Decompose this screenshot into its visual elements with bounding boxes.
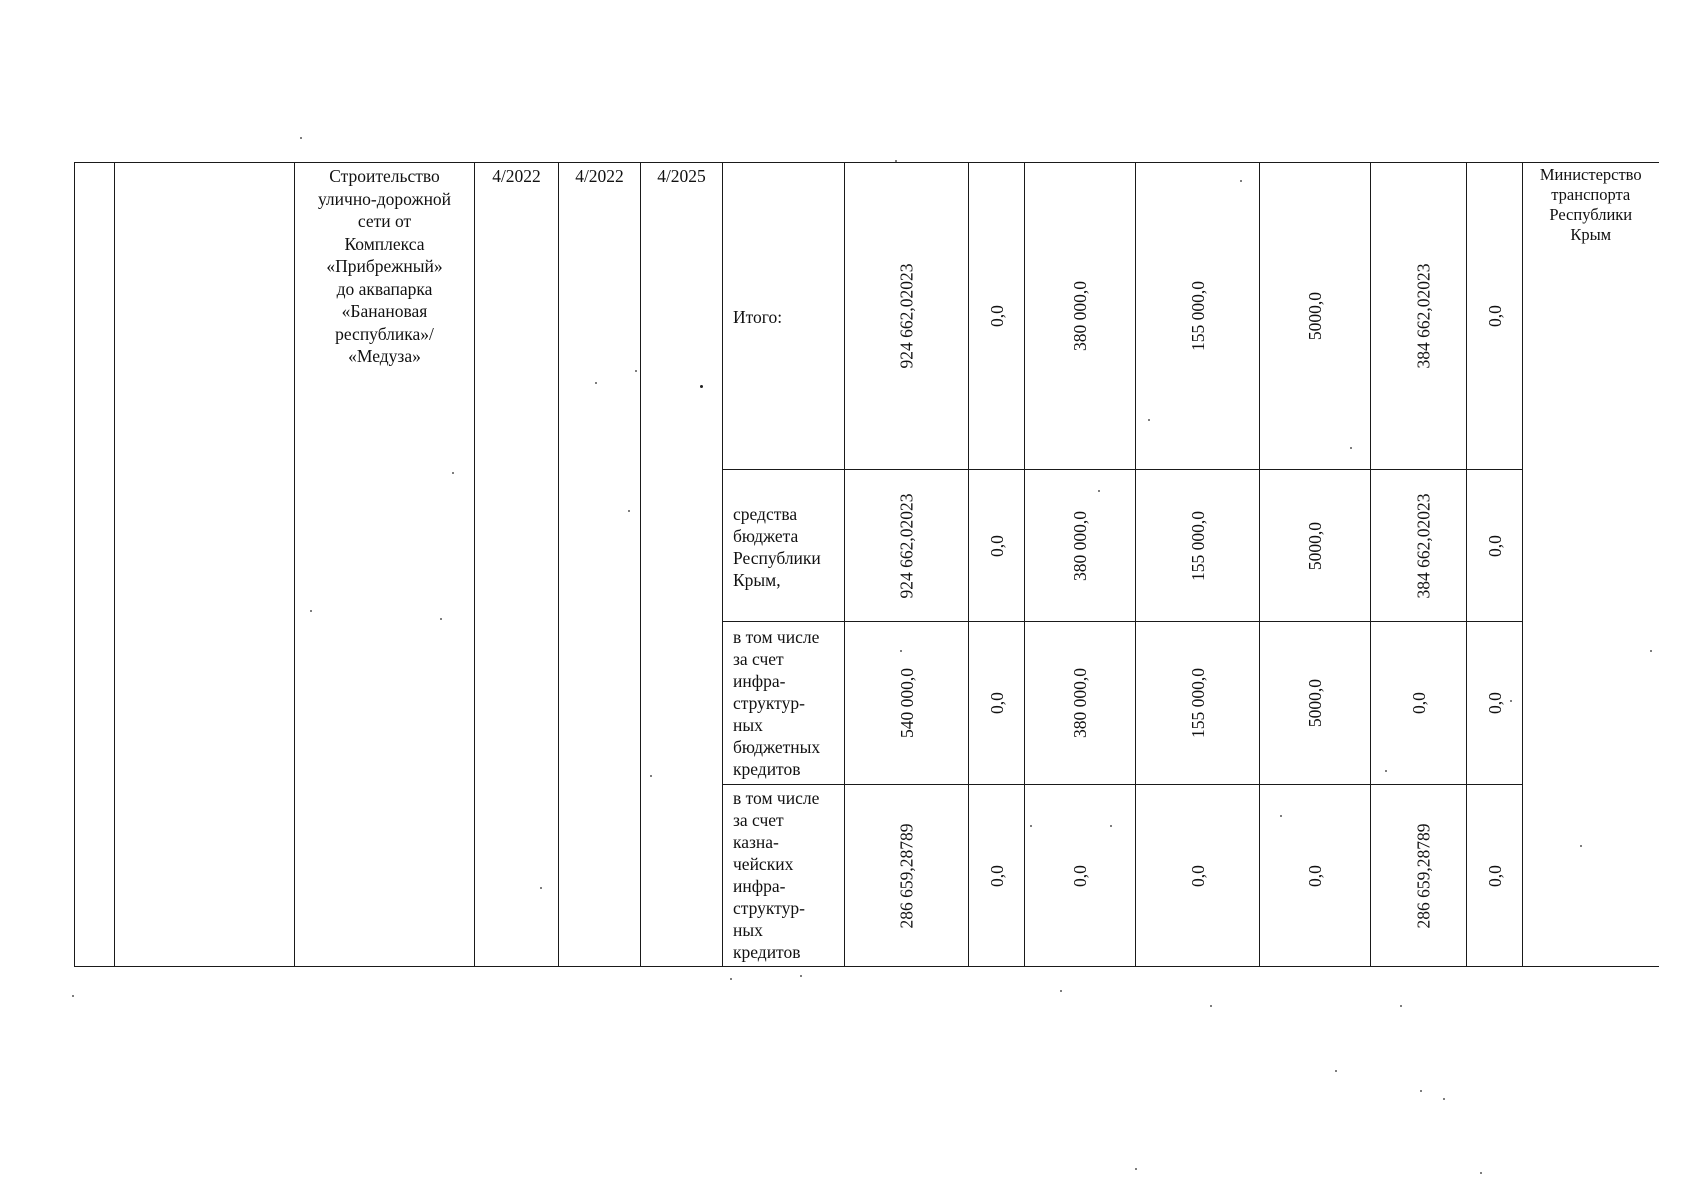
source-line: чейских [733, 854, 794, 874]
value-cell [1136, 470, 1260, 622]
value-cell [1260, 622, 1371, 785]
source-line: кредитов [733, 759, 801, 779]
scan-speck [628, 510, 630, 512]
value-cell [1371, 163, 1467, 470]
value-cell [1025, 785, 1136, 967]
source-line: в том числе [733, 627, 820, 647]
scan-speck [452, 472, 454, 474]
source-line: структур- [733, 693, 805, 713]
scan-speck [1135, 1168, 1137, 1170]
source-cell [723, 470, 845, 622]
table-row-total [75, 163, 1659, 470]
value: 155 000,0 [1187, 510, 1208, 581]
scan-speck [440, 618, 442, 620]
scan-speck [1060, 990, 1062, 992]
date-3: 4/2025 [657, 166, 706, 186]
value-cell-total [845, 622, 969, 785]
scan-speck [310, 610, 312, 612]
source-line: ных [733, 920, 763, 940]
source-cell [723, 785, 845, 967]
project-name-line: Строительство [329, 166, 440, 186]
value: 0,0 [1305, 864, 1325, 887]
value-cell [969, 622, 1025, 785]
value-cell [1371, 785, 1467, 967]
value-cell [1136, 622, 1260, 785]
scan-speck [895, 160, 897, 162]
source-line: за счет [733, 649, 784, 669]
value: 0,0 [986, 534, 1007, 557]
value-cell [1260, 470, 1371, 622]
source-cell [723, 163, 845, 470]
scan-speck [1098, 490, 1100, 492]
scan-speck [595, 382, 597, 384]
value: 380 000,0 [1070, 668, 1090, 738]
scan-speck [1350, 447, 1352, 449]
scan-speck [1480, 1172, 1482, 1174]
value: 0,0 [1187, 864, 1208, 887]
value-total: 924 662,02023 [896, 263, 917, 369]
project-name-line: до аквапарка [336, 278, 433, 299]
scan-speck [1580, 845, 1582, 847]
value-cell [1260, 785, 1371, 967]
scan-speck [1280, 815, 1282, 817]
scan-speck [1030, 825, 1032, 827]
scan-speck [1510, 700, 1512, 702]
project-name-cell [295, 163, 475, 967]
value-cell-total [845, 785, 969, 967]
scan-speck [800, 975, 802, 977]
value: 0,0 [986, 692, 1007, 714]
scan-speck [730, 978, 732, 980]
project-name-line: сети от [357, 211, 412, 231]
responsible-line: Министерство [1539, 165, 1642, 184]
value-cell [1025, 163, 1136, 470]
value: 286 659,28789 [1413, 823, 1434, 928]
source-line: бюджетных [733, 737, 821, 757]
scan-speck [1385, 770, 1387, 772]
scan-speck [540, 887, 542, 889]
source-line: Итого: [733, 307, 783, 327]
source-line: в том числе [733, 788, 820, 808]
date-cell-1 [475, 163, 559, 967]
date-cell-3 [641, 163, 723, 967]
scan-speck [1400, 1005, 1402, 1007]
responsible-line: транспорта [1551, 185, 1631, 204]
value: 0,0 [1484, 534, 1505, 557]
scan-speck [635, 370, 637, 372]
funding-table [74, 162, 1659, 967]
source-line: средства [733, 503, 798, 524]
code-cell [115, 163, 295, 967]
value-total: 924 662,02023 [896, 493, 917, 598]
value: 380 000,0 [1070, 510, 1090, 581]
scan-speck [1443, 1098, 1445, 1100]
value: 0,0 [986, 305, 1007, 327]
value: 384 662,02023 [1413, 263, 1434, 369]
responsible-cell [1523, 163, 1659, 967]
project-name-line: «Банановая [341, 301, 428, 321]
source-line: казна- [733, 832, 779, 852]
value-cell [969, 470, 1025, 622]
source-line: бюджета [733, 525, 799, 546]
project-name-line: «Прибрежный» [326, 256, 443, 276]
source-line: инфра- [733, 876, 786, 896]
scan-speck [1240, 180, 1242, 182]
value-cell-total [845, 163, 969, 470]
source-line: за счет [733, 810, 784, 830]
value-cell [1136, 163, 1260, 470]
value: 0,0 [1484, 692, 1505, 714]
project-name-line: республика»/ [335, 323, 434, 344]
source-line: структур- [733, 898, 805, 918]
value: 155 000,0 [1187, 668, 1208, 738]
project-name-line: Комплекса [344, 233, 425, 254]
responsible-line: Крым [1570, 225, 1612, 244]
value-cell [1467, 163, 1523, 470]
value-cell [1467, 785, 1523, 967]
scan-speck [1335, 1070, 1337, 1072]
responsible-line: Республики [1549, 205, 1633, 224]
value: 0,0 [1070, 864, 1090, 887]
value: 380 000,0 [1070, 281, 1090, 351]
source-line: кредитов [733, 942, 801, 962]
value: 5000,0 [1305, 521, 1325, 570]
scan-speck [72, 995, 74, 997]
source-line: Крым, [733, 569, 781, 590]
value-cell [969, 163, 1025, 470]
value-total: 540 000,0 [896, 668, 917, 738]
value-cell-total [845, 470, 969, 622]
source-line: Республики [733, 547, 821, 568]
scan-speck [1650, 650, 1652, 652]
source-cell [723, 622, 845, 785]
value-cell [1025, 622, 1136, 785]
scan-speck [1210, 1005, 1212, 1007]
value: 5000,0 [1305, 291, 1325, 341]
scan-speck [900, 650, 902, 652]
date-1: 4/2022 [492, 166, 541, 186]
value-total: 286 659,28789 [896, 823, 917, 928]
value: 155 000,0 [1187, 281, 1208, 351]
value-cell [1371, 622, 1467, 785]
value-cell [1025, 470, 1136, 622]
value: 0,0 [986, 864, 1007, 887]
value-cell [1136, 785, 1260, 967]
value: 0,0 [1484, 864, 1505, 887]
scan-speck [700, 385, 703, 388]
value: 5000,0 [1305, 678, 1325, 728]
value: 0,0 [1408, 692, 1429, 714]
date-2: 4/2022 [575, 166, 624, 186]
index-cell [75, 163, 115, 967]
value-cell [1260, 163, 1371, 470]
value-cell [1467, 622, 1523, 785]
project-name-line: улично-дорожной [317, 188, 452, 209]
scan-speck [1148, 419, 1150, 421]
scan-speck [1110, 825, 1112, 827]
scan-speck [1420, 1090, 1422, 1092]
scan-speck [650, 775, 652, 777]
project-name-line: «Медуза» [348, 346, 421, 366]
source-line: инфра- [733, 671, 786, 691]
value-cell [1371, 470, 1467, 622]
value: 0,0 [1484, 305, 1505, 327]
value-cell [1467, 470, 1523, 622]
source-line: ных [733, 715, 763, 735]
value: 384 662,02023 [1413, 493, 1434, 598]
date-cell-2 [559, 163, 641, 967]
scan-speck [300, 137, 302, 139]
value-cell [969, 785, 1025, 967]
